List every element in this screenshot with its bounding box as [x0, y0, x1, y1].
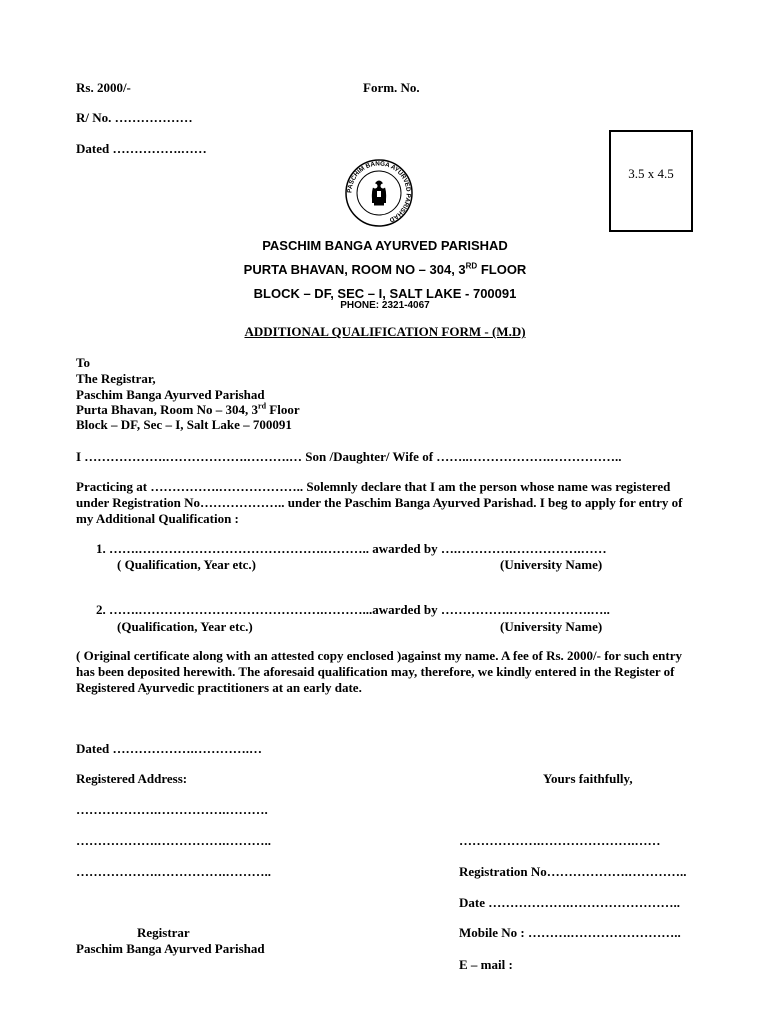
fee-amount: Rs. 2000/-	[76, 80, 131, 95]
to-line3-sup: rd	[258, 401, 267, 411]
fee-note-paragraph: ( Original certificate along with an attested copy enclosed )against my name. A fee of Rs. 2000/- for such entry has been deposited herewith. The aforesaid qualification may, therefore, we kindly entered in the Register of Registered Ayurvedic practitioners at an early date.	[76, 648, 682, 695]
email-line: E – mail :	[459, 957, 513, 972]
registered-address-label: Registered Address:	[76, 771, 188, 786]
org-address-line1-main: PURTA BHAVAN, ROOM NO – 304, 3	[243, 262, 466, 277]
qualification-1-line: 1. …….…………………………………….……….. awarded by ….………….…………….……	[96, 541, 607, 556]
org-address-line1-sup: RD	[465, 261, 478, 271]
signature-line: ……………….………………….……	[459, 833, 661, 848]
org-name: PASCHIM BANGA AYURVED PARISHAD	[262, 238, 508, 253]
registrar-organization: Paschim Banga Ayurved Parishad	[76, 941, 265, 956]
address-line-2: ……………….…………….………..	[76, 833, 271, 848]
header-dated: Dated …………….……	[76, 141, 207, 156]
address-line-3: ……………….…………….………..	[76, 864, 271, 879]
org-address-line1-tail: FLOOR	[477, 262, 527, 277]
footer-dated: Dated ……………….………….…	[76, 741, 262, 756]
org-address-line1	[0, 262, 770, 277]
qualification-2-label: (Qualification, Year etc.)	[117, 619, 253, 634]
university-2-label: (University Name)	[500, 619, 603, 634]
to-line3-main: Purta Bhavan, Room No – 304, 3	[76, 402, 259, 417]
receipt-number: R/ No. ………………	[76, 110, 193, 125]
to-line3-tail: Floor	[266, 402, 300, 417]
name-line: I ……………….……………….……….… Son /Daughter/ Wife of ……..……………….……………..	[76, 449, 622, 464]
form-title: ADDITIONAL QUALIFICATION FORM - (M.D)	[244, 324, 526, 339]
org-address-line2: BLOCK – DF, SEC – I, SALT LAKE - 700091	[253, 286, 517, 301]
registrar-title: Registrar	[137, 925, 190, 940]
registration-number-line: Registration No……………….…………..	[459, 864, 687, 879]
to-label: To	[76, 355, 90, 370]
org-phone: PHONE: 2321-4067	[340, 300, 430, 311]
qualification-1-label: ( Qualification, Year etc.)	[117, 557, 256, 572]
to-line1: The Registrar,	[76, 371, 156, 386]
to-line3	[76, 402, 300, 418]
mobile-number-line: Mobile No : ……….……………………..	[459, 925, 681, 940]
declaration-paragraph: Practicing at …………….……………….. Solemnly declare that I am the person whose name was registered under Registration No……………….. under the Paschim Banga Ayurved Parishad. I beg to apply for entry of my Additional Qualification :	[76, 479, 683, 526]
qualification-2-line: 2. …….…………………………………….………...awarded by …………….……………….…..	[96, 602, 610, 617]
form-number-label: Form. No.	[363, 80, 420, 95]
emblem-text: PASCHIM BANGA AYURVED PARISHAD	[346, 160, 412, 224]
university-1-label: (University Name)	[500, 557, 603, 572]
to-line2: Paschim Banga Ayurved Parishad	[76, 387, 265, 402]
photo-box	[609, 130, 693, 232]
date-line: Date ……………….……………………..	[459, 895, 680, 910]
address-line-1: ……………….…………….……….	[76, 802, 268, 817]
photo-size-label: 3.5 x 4.5	[628, 166, 674, 181]
emblem-seal-icon	[344, 158, 414, 228]
to-line4: Block – DF, Sec – I, Salt Lake – 700091	[76, 417, 292, 432]
yours-faithfully: Yours faithfully,	[543, 771, 633, 786]
